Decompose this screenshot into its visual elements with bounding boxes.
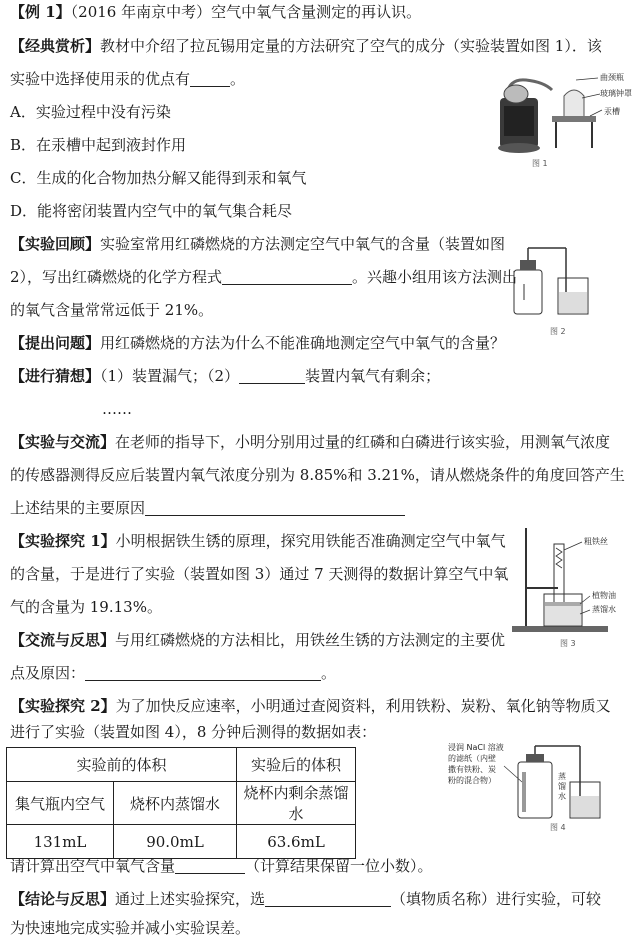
fig4-water-char: 蒸 [558,772,566,781]
example-title: （2016 年南京中考）空气中氧气含量测定的再认识。 [70,3,422,21]
data-table [6,747,356,859]
table-row [7,748,356,782]
conclusion-text-a: 通过上述实验探究，选 [115,890,266,908]
guess-ellipsis: …… [102,400,132,418]
classic-text-2: 实验中选择使用汞的优点有 [10,70,191,88]
exchange-line-3 [10,492,405,525]
calc-text-a: 请计算出空气中氧气含量 [10,857,176,875]
fig4-note [448,742,504,786]
question-line [10,327,505,360]
fig4-water-char: 馏 [558,782,566,791]
answer-blank-1[interactable] [190,68,230,87]
figure-3 [508,524,628,654]
review-text-1: 实验室常用红磷燃烧的方法测定空气中氧气的含量（装置如图 [100,235,506,253]
classic-line-2 [10,63,245,96]
reflect1-line-1 [10,624,505,657]
option-d: D．能将密闭装置内空气中的氧气集合耗尽 [10,202,293,220]
option-a: A．实验过程中没有污染 [10,103,171,121]
fig4-note-line: 撒有铁粉、炭 [448,765,496,774]
fig3-label-water: 蒸馏水 [592,605,616,614]
iron-rust-apparatus-illustration [508,524,628,636]
fig3-label-iron-wire: 粗铁丝 [584,537,608,546]
equation-blank[interactable] [222,266,352,285]
explore1-line-1 [10,525,506,558]
reflect1-tag: 【交流与反思】 [10,631,116,649]
review-text-2-end: 。兴趣小组用该方法测出 [352,268,518,286]
fig2-caption: 图 2 [550,327,566,336]
fig1-caption: 图 1 [532,159,548,168]
review-text-2: 2），写出红磷燃烧的化学方程式 [10,268,223,286]
review-line-1 [10,228,505,261]
fig4-note-line: 粉的混合物） [448,776,496,785]
reflect1-text-2-end: 。 [321,664,337,682]
fig4-note-line: 浸润 NaCl 溶液 [448,743,504,752]
review-tag: 【实验回顾】 [10,235,101,253]
guess-line [10,360,440,393]
fig3-label-oil: 植物油 [592,591,616,600]
substance-blank[interactable] [265,888,391,907]
exchange-text-3: 上述结果的主要原因 [10,499,146,517]
reflect1-text-2: 点及原因： [10,664,86,682]
conclusion-line-2: 为快速地完成实验并减小实验误差。 [10,919,251,937]
conclusion-tag: 【结论与反思】 [10,890,116,908]
explore2-tag: 【实验探究 2】 [10,697,116,715]
table-group-after: 实验后的体积 [237,748,356,782]
reflect1-text-1: 与用红磷燃烧的方法相比，用铁丝生锈的方法测定的主要优 [115,631,506,649]
red-phosphorus-apparatus-illustration [506,244,606,324]
explore1-line-3: 气的含量为 19.13%。 [10,598,162,616]
fig4-note-line: 的滤纸（内壁 [448,754,496,763]
exchange-line-2: 的传感器测得反应后装置内氧气浓度分别为 8.85%和 3.21%，请从燃烧条件的角度回答产生 [10,466,625,484]
calc-line [10,850,433,883]
table-group-before: 实验前的体积 [7,748,237,782]
review-line-3: 的氧气含量常常远低于 21%。 [10,301,214,319]
guess-text-a: （1）装置漏气；（2） [100,367,240,385]
figure-1 [486,66,632,176]
explore2-text-1: 为了加快反应速率，小明通过查阅资料，利用铁粉、炭粉、氧化钠等物质又 [115,697,611,715]
example-label: 【例 1】 [10,3,71,21]
guess-text-b: 装置内氧气有剩余； [305,367,441,385]
table-header-cell: 烧杯内蒸馏水 [114,782,237,825]
figure-2 [506,244,606,336]
classic-line-1 [10,30,602,63]
conclusion-text-b: （填物质名称）进行实验，可较 [391,890,602,908]
exchange-line-1 [10,426,610,459]
question-text: 用红磷燃烧的方法为什么不能准确地测定空气中氧气的含量？ [100,334,506,352]
table-header-cell: 集气瓶内空气 [7,782,114,825]
fig4-water-char: 水 [558,792,566,801]
classic-tag: 【经典赏析】 [10,37,101,55]
reflect1-line-2 [10,657,336,690]
fig1-label-retort: 曲颈瓶 [600,73,624,82]
advantage-blank[interactable] [85,662,321,681]
fig1-label-mercury-trough: 汞槽 [604,107,620,116]
option-c: C．生成的化合物加热分解又能得到汞和氧气 [10,169,307,187]
explore1-line-2: 的含量，于是进行了实验（装置如图 3）通过 7 天测得的数据计算空气中氧 [10,565,509,583]
table-row [7,782,356,825]
reason-blank[interactable] [145,497,405,516]
classic-text-2-end: 。 [230,70,246,88]
exchange-tag: 【实验与交流】 [10,433,116,451]
explore1-text-1: 小明根据铁生锈的原理，探究用铁能否准确测定空气中氧气 [115,532,506,550]
option-b: B．在汞槽中起到液封作用 [10,136,187,154]
review-line-2 [10,261,517,294]
fig3-caption: 图 3 [560,639,576,648]
example-header [10,0,421,29]
question-tag: 【提出问题】 [10,334,101,352]
classic-text-1: 教材中介绍了拉瓦锡用定量的方法研究了空气的成分（实验装置如图 1）．该 [100,37,602,55]
guess-blank[interactable] [239,365,305,384]
fig4-water-label [558,772,566,802]
table-cell: 63.6mL [237,825,356,859]
fig1-label-bell-jar: 玻璃钟罩 [600,89,632,98]
table-cell: 90.0mL [114,825,237,859]
explore1-tag: 【实验探究 1】 [10,532,116,550]
calc-text-b: （计算结果保留一位小数）。 [245,857,433,875]
figure-4 [448,742,628,834]
exchange-text-1: 在老师的指导下，小明分别用过量的红磷和白磷进行该实验，用测氧气浓度 [115,433,611,451]
guess-tag: 【进行猜想】 [10,367,101,385]
explore2-line-2: 进行了实验（装置如图 4），8 分钟后测得的数据如表： [10,723,377,741]
table-header-cell: 烧杯内剩余蒸馏水 [237,782,356,825]
oxygen-content-blank[interactable] [175,855,245,874]
fig4-caption: 图 4 [550,823,566,832]
table-cell: 131mL [7,825,114,859]
